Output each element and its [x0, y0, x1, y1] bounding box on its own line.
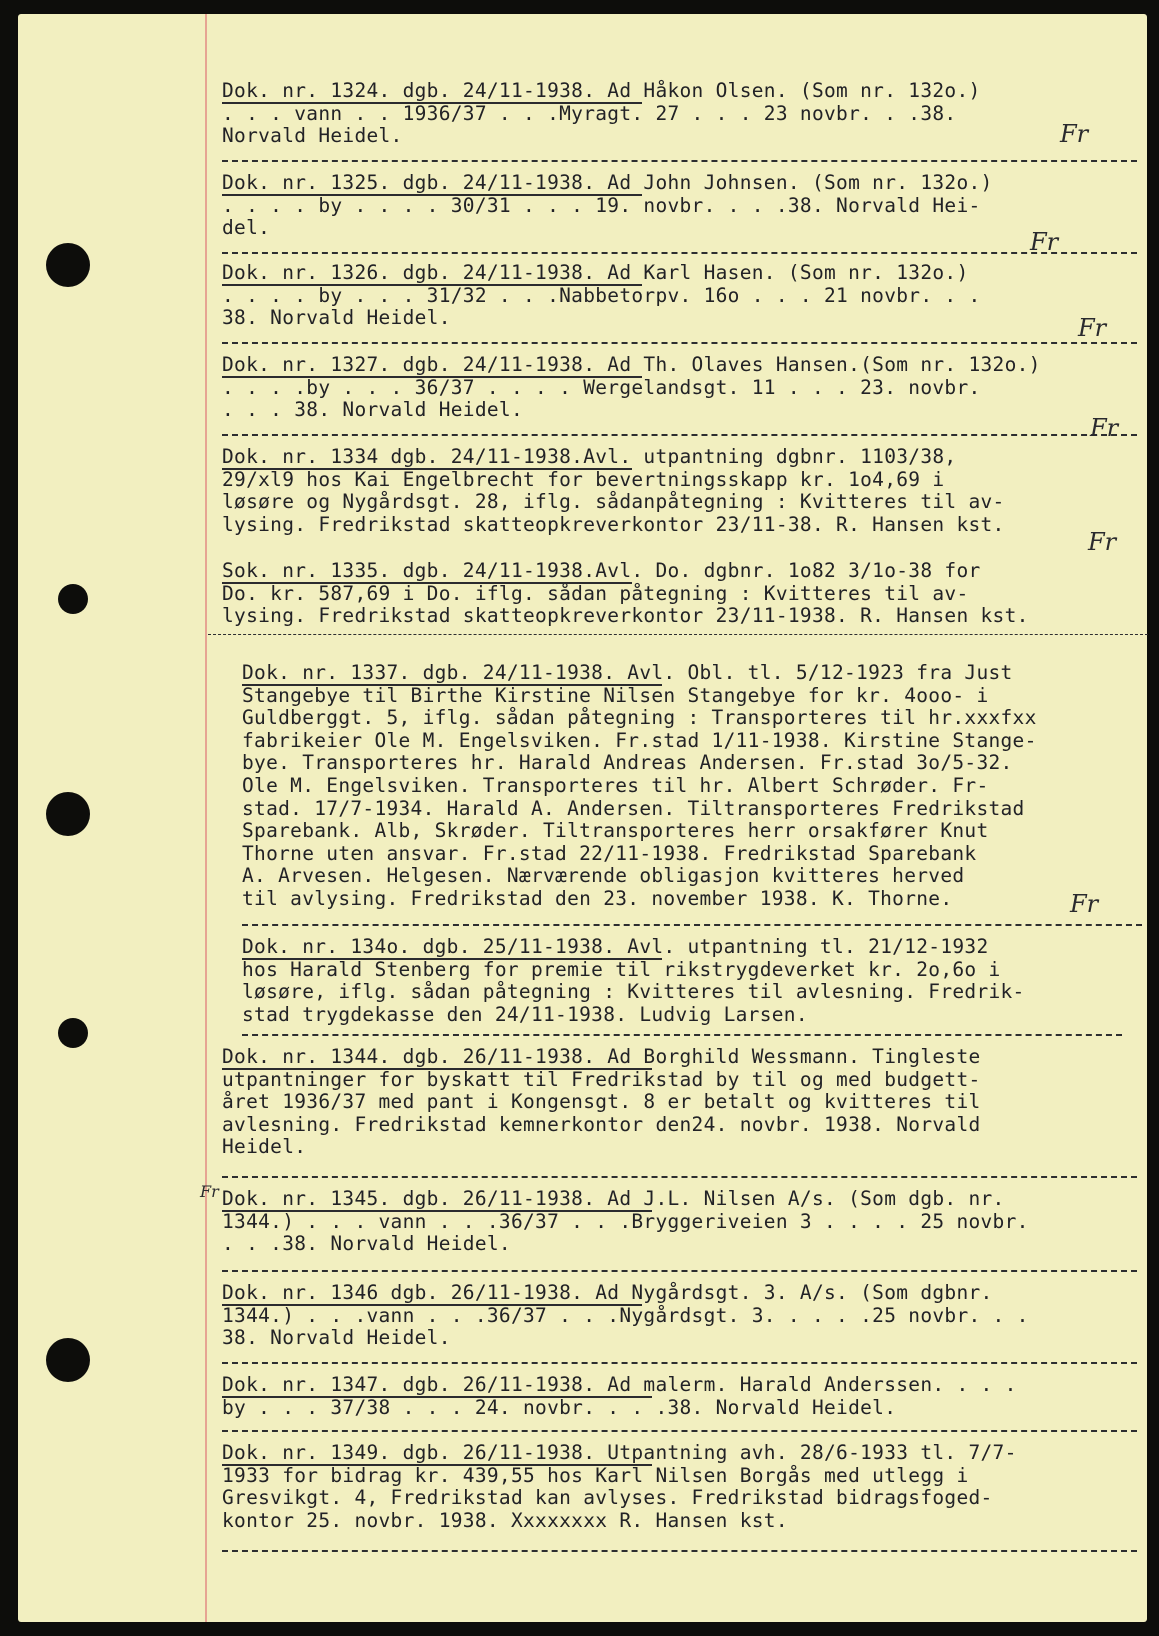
entry-underline	[222, 1068, 652, 1070]
entry-line: 1344.) . . .vann . . .36/37 . . .Nygårdsgt. 3. . . . .25 novbr. . .	[222, 1303, 1029, 1327]
ledger-entry	[222, 172, 1147, 240]
entry-separator	[242, 924, 1142, 926]
entry-line: Dok. nr. 1334 dgb. 24/11-1938.Avl. utpantning dgbnr. 1103/38,	[222, 445, 957, 468]
entry-line: Dok. nr. 1349. dgb. 26/11-1938. Utpantning avh. 28/6-1933 tl. 7/7-	[222, 1441, 1017, 1464]
margin-line	[205, 14, 207, 1622]
entry-underline	[222, 1464, 652, 1466]
entry-line: stad trygdekasse den 24/11-1938. Ludvig Larsen.	[242, 1002, 808, 1026]
punch-hole	[58, 584, 88, 614]
entry-line: bye. Transporteres hr. Harald Andreas Andersen. Fr.stad 3o/5-32.	[242, 751, 1013, 775]
entry-underline	[222, 1396, 652, 1398]
entry-line: Dok. nr. 1337. dgb. 24/11-1938. Avl. Obl. tl. 5/12-1923 fra Just	[242, 661, 1013, 684]
entry-line: Dok. nr. 1327. dgb. 24/11-1938. Ad Th. Olaves Hansen.(Som nr. 132o.)	[222, 353, 1041, 376]
entry-line: . . . . by . . . 31/32 . . .Nabbetorpv. 16o . . . 21 novbr. . .	[222, 283, 981, 307]
ledger-entry	[222, 80, 1147, 148]
entry-line: Dok. nr. 134o. dgb. 25/11-1938. Avl. utpantning tl. 21/12-1932	[242, 935, 989, 958]
entry-underline	[222, 376, 642, 378]
entry-line: Dok. nr. 1325. dgb. 24/11-1938. Ad John Johnsen. (Som nr. 132o.)	[222, 171, 993, 194]
entry-line: Stangebye til Birthe Kirstine Nilsen Stangebye for kr. 4ooo- i	[242, 683, 989, 707]
entry-separator	[222, 434, 1137, 436]
punch-hole	[46, 1338, 90, 1382]
entry-underline	[222, 582, 632, 584]
entry-line: lysing. Fredrikstad skatteopkreverkontor 23/11-1938. R. Hansen kst.	[222, 604, 1029, 628]
entry-line: Dok. nr. 1347. dgb. 26/11-1938. Ad malerm. Harald Anderssen. . . .	[222, 1373, 1017, 1396]
entry-line: Sparebank. Alb, Skrøder. Tiltransporteres herr orsakfører Knut	[242, 819, 989, 843]
entry-line: Dok. nr. 1326. dgb. 24/11-1938. Ad Karl Hasen. (Som nr. 132o.)	[222, 261, 969, 284]
entry-separator	[222, 1270, 1137, 1272]
entry-line: kontor 25. novbr. 1938. Xxxxxxxx R. Hansen kst.	[222, 1508, 788, 1532]
entry-separator	[222, 1430, 1137, 1432]
entry-line: Guldberggt. 5, iflg. sådan påtegning : Transporteres til hr.xxxfxx	[242, 706, 1037, 730]
ledger-entry	[222, 446, 1147, 536]
entry-line: Dok. nr. 1324. dgb. 24/11-1938. Ad Håkon Olsen. (Som nr. 132o.)	[222, 79, 981, 102]
entry-separator	[208, 634, 1148, 635]
entry-line: Gresvikgt. 4, Fredrikstad kan avlyses. Fredrikstad bidragsfoged-	[222, 1486, 993, 1510]
entry-line: Sok. nr. 1335. dgb. 24/11-1938.Avl. Do. dgbnr. 1o82 3/1o-38 for	[222, 559, 981, 582]
entry-line: løsøre og Nygårdsgt. 28, iflg. sådanpåtegning : Kvitteres til av-	[222, 490, 1005, 514]
entry-line: by . . . 37/38 . . . 24. novbr. . . .38. Norvald Heidel.	[222, 1395, 897, 1419]
entry-line: til avlysing. Fredrikstad den 23. november 1938. K. Thorne.	[242, 886, 953, 910]
entry-line: . . . .by . . . 36/37 . . . . Wergelandsgt. 11 . . . 23. novbr.	[222, 375, 981, 399]
entry-underline	[222, 468, 632, 470]
ledger-entry	[222, 354, 1147, 422]
entry-line: Norvald Heidel.	[222, 124, 403, 148]
punch-hole	[58, 1018, 88, 1048]
entry-underline	[222, 1210, 652, 1212]
punch-hole	[46, 792, 90, 836]
entry-line: Do. kr. 587,69 i Do. iflg. sådan påtegning : Kvitteres til av-	[222, 581, 969, 605]
entry-line: 1933 for bidrag kr. 439,55 hos Karl Nilsen Borgås med utlegg i	[222, 1463, 969, 1487]
entry-separator	[222, 1362, 1137, 1364]
initials-mark: Fr	[1060, 120, 1089, 148]
entry-separator	[242, 1034, 1122, 1036]
entry-line: . . . vann . . 1936/37 . . .Myragt. 27 . . . 23 novbr. . .38.	[222, 101, 957, 125]
entry-underline	[222, 194, 642, 196]
entry-line: avlesning. Fredrikstad kemnerkontor den24. novbr. 1938. Norvald	[222, 1112, 981, 1136]
initials-mark: Fr	[200, 1182, 219, 1201]
ledger-entry	[242, 662, 1159, 911]
entry-line: A. Arvesen. Helgesen. Nærværende obligasjon kvitteres herved	[242, 864, 965, 888]
entry-separator	[222, 1550, 1137, 1552]
ledger-entry	[242, 936, 1159, 1026]
initials-mark: Fr	[1070, 890, 1099, 918]
entry-underline	[242, 684, 662, 686]
entry-line: hos Harald Stenberg for premie til rikstrygdeverket kr. 2o,6o i	[242, 957, 1001, 981]
entry-underline	[242, 958, 662, 960]
entry-separator	[222, 342, 1137, 344]
ledger-entry	[222, 1282, 1147, 1350]
initials-mark: Fr	[1030, 228, 1059, 256]
ledger-entry	[222, 262, 1147, 330]
entry-line: utpantninger for byskatt til Fredrikstad by til og med budgett-	[222, 1067, 981, 1091]
entry-line: Thorne uten ansvar. Fr.stad 22/11-1938. Fredrikstad Sparebank	[242, 841, 977, 865]
entry-line: 38. Norvald Heidel.	[222, 306, 451, 330]
ledger-entry	[222, 1442, 1147, 1532]
initials-mark: Fr	[1090, 414, 1119, 442]
entry-underline	[222, 1304, 642, 1306]
entry-line: Ole M. Engelsviken. Transporteres til hr. Albert Schrøder. Fr-	[242, 773, 989, 797]
entry-line: Heidel.	[222, 1135, 307, 1159]
entry-line: 1344.) . . . vann . . .36/37 . . .Bryggeriveien 3 . . . . 25 novbr.	[222, 1209, 1029, 1233]
ledger-entry	[222, 1046, 1147, 1159]
entry-line: stad. 17/7-1934. Harald A. Andersen. Tiltransporteres Fredrikstad	[242, 796, 1025, 820]
entry-line: . . . . by . . . . 30/31 . . . 19. novbr. . . .38. Norvald Hei-	[222, 193, 981, 217]
entry-line: lysing. Fredrikstad skatteopkreverkontor 23/11-38. R. Hansen kst.	[222, 512, 1005, 536]
entry-line: 38. Norvald Heidel.	[222, 1326, 451, 1350]
entry-separator	[222, 1176, 1137, 1178]
entry-line: Dok. nr. 1345. dgb. 26/11-1938. Ad J.L. Nilsen A/s. (Som dgb. nr.	[222, 1187, 1005, 1210]
initials-mark: Fr	[1088, 528, 1117, 556]
entry-line: del.	[222, 216, 271, 240]
entry-line: løsøre, iflg. sådan påtegning : Kvitteres til avlesning. Fredrik-	[242, 980, 1025, 1004]
initials-mark: Fr	[1078, 314, 1107, 342]
entry-separator	[222, 252, 1137, 254]
entry-line: . . . 38. Norvald Heidel.	[222, 398, 523, 422]
entry-line: året 1936/37 med pant i Kongensgt. 8 er betalt og kvitteres til	[222, 1090, 981, 1114]
ledger-entry	[222, 1188, 1147, 1256]
entry-line: Dok. nr. 1344. dgb. 26/11-1938. Ad Borghild Wessmann. Tingleste	[222, 1045, 981, 1068]
entry-underline	[222, 284, 642, 286]
ledger-entry	[222, 560, 1147, 628]
entry-line: fabrikeier Ole M. Engelsviken. Fr.stad 1/11-1938. Kirstine Stange-	[242, 728, 1037, 752]
entry-line: 29/xl9 hos Kai Engelbrecht for bevertningsskapp kr. 1o4,69 i	[222, 467, 945, 491]
entry-underline	[222, 102, 642, 104]
entry-line: . . .38. Norvald Heidel.	[222, 1232, 511, 1256]
punch-hole	[46, 243, 90, 287]
entry-separator	[222, 160, 1137, 162]
entry-line: Dok. nr. 1346 dgb. 26/11-1938. Ad Nygårdsgt. 3. A/s. (Som dgbnr.	[222, 1281, 993, 1304]
